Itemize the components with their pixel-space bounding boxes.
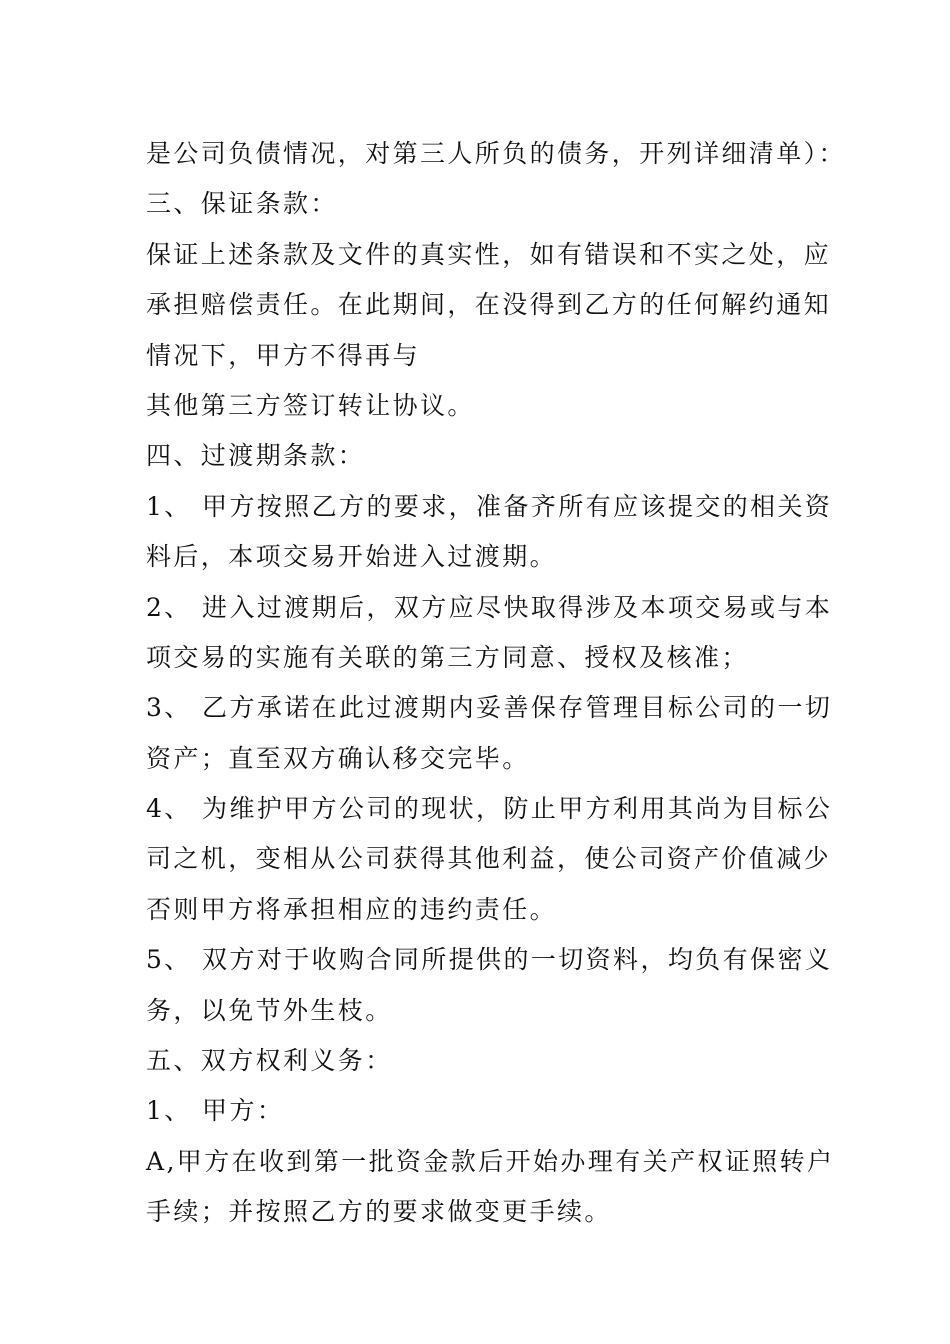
list-item-line: 4、 为维护甲方公司的现状，防止甲方利用其尚为目标公: [146, 794, 833, 824]
text-line: 司之机，变相从公司获得其他利益，使公司资产价值减少: [146, 844, 832, 874]
list-item-line: 1、 甲方按照乙方的要求，准备齐所有应该提交的相关资: [146, 491, 833, 521]
text-line: 是公司负债情况，对第三人所负的债务，开列详细清单）：: [146, 139, 846, 168]
list-item-line: 1、 甲方：: [146, 1096, 285, 1126]
section-heading: 四、过渡期条款：: [146, 441, 366, 471]
text-line: 其他第三方签订转让协议。: [146, 390, 475, 420]
text-line: 务，以免节外生枝。: [146, 995, 393, 1025]
list-item-line: 3、 乙方承诺在此过渡期内妥善保存管理目标公司的一切: [146, 693, 833, 723]
text-line: 承担赔偿责任。在此期间，在没得到乙方的任何解约通知: [146, 290, 832, 320]
text-line: 料后，本项交易开始进入过渡期。: [146, 542, 558, 572]
section-heading: 五、双方权利义务：: [146, 1046, 393, 1076]
text-line: 否则甲方将承担相应的违约责任。: [146, 894, 558, 924]
list-item-line: 5、 双方对于收购合同所提供的一切资料，均负有保密义: [146, 945, 833, 975]
text-line: 情况下，甲方不得再与: [146, 340, 421, 370]
text-line: 手续；并按照乙方的要求做变更手续。: [146, 1197, 612, 1227]
section-heading: 三、保证条款：: [146, 189, 338, 219]
text-line: 资产；直至双方确认移交完毕。: [146, 743, 530, 773]
text-line: 保证上述条款及文件的真实性，如有错误和不实之处，应: [146, 239, 832, 269]
text-line: A,甲方在收到第一批资金款后开始办理有关产权证照转户: [146, 1146, 835, 1176]
text-line: 项交易的实施有关联的第三方同意、授权及核准；: [146, 642, 749, 672]
document-body: [146, 129, 846, 1238]
list-item-line: 2、 进入过渡期后，双方应尽快取得涉及本项交易或与本: [146, 592, 833, 622]
